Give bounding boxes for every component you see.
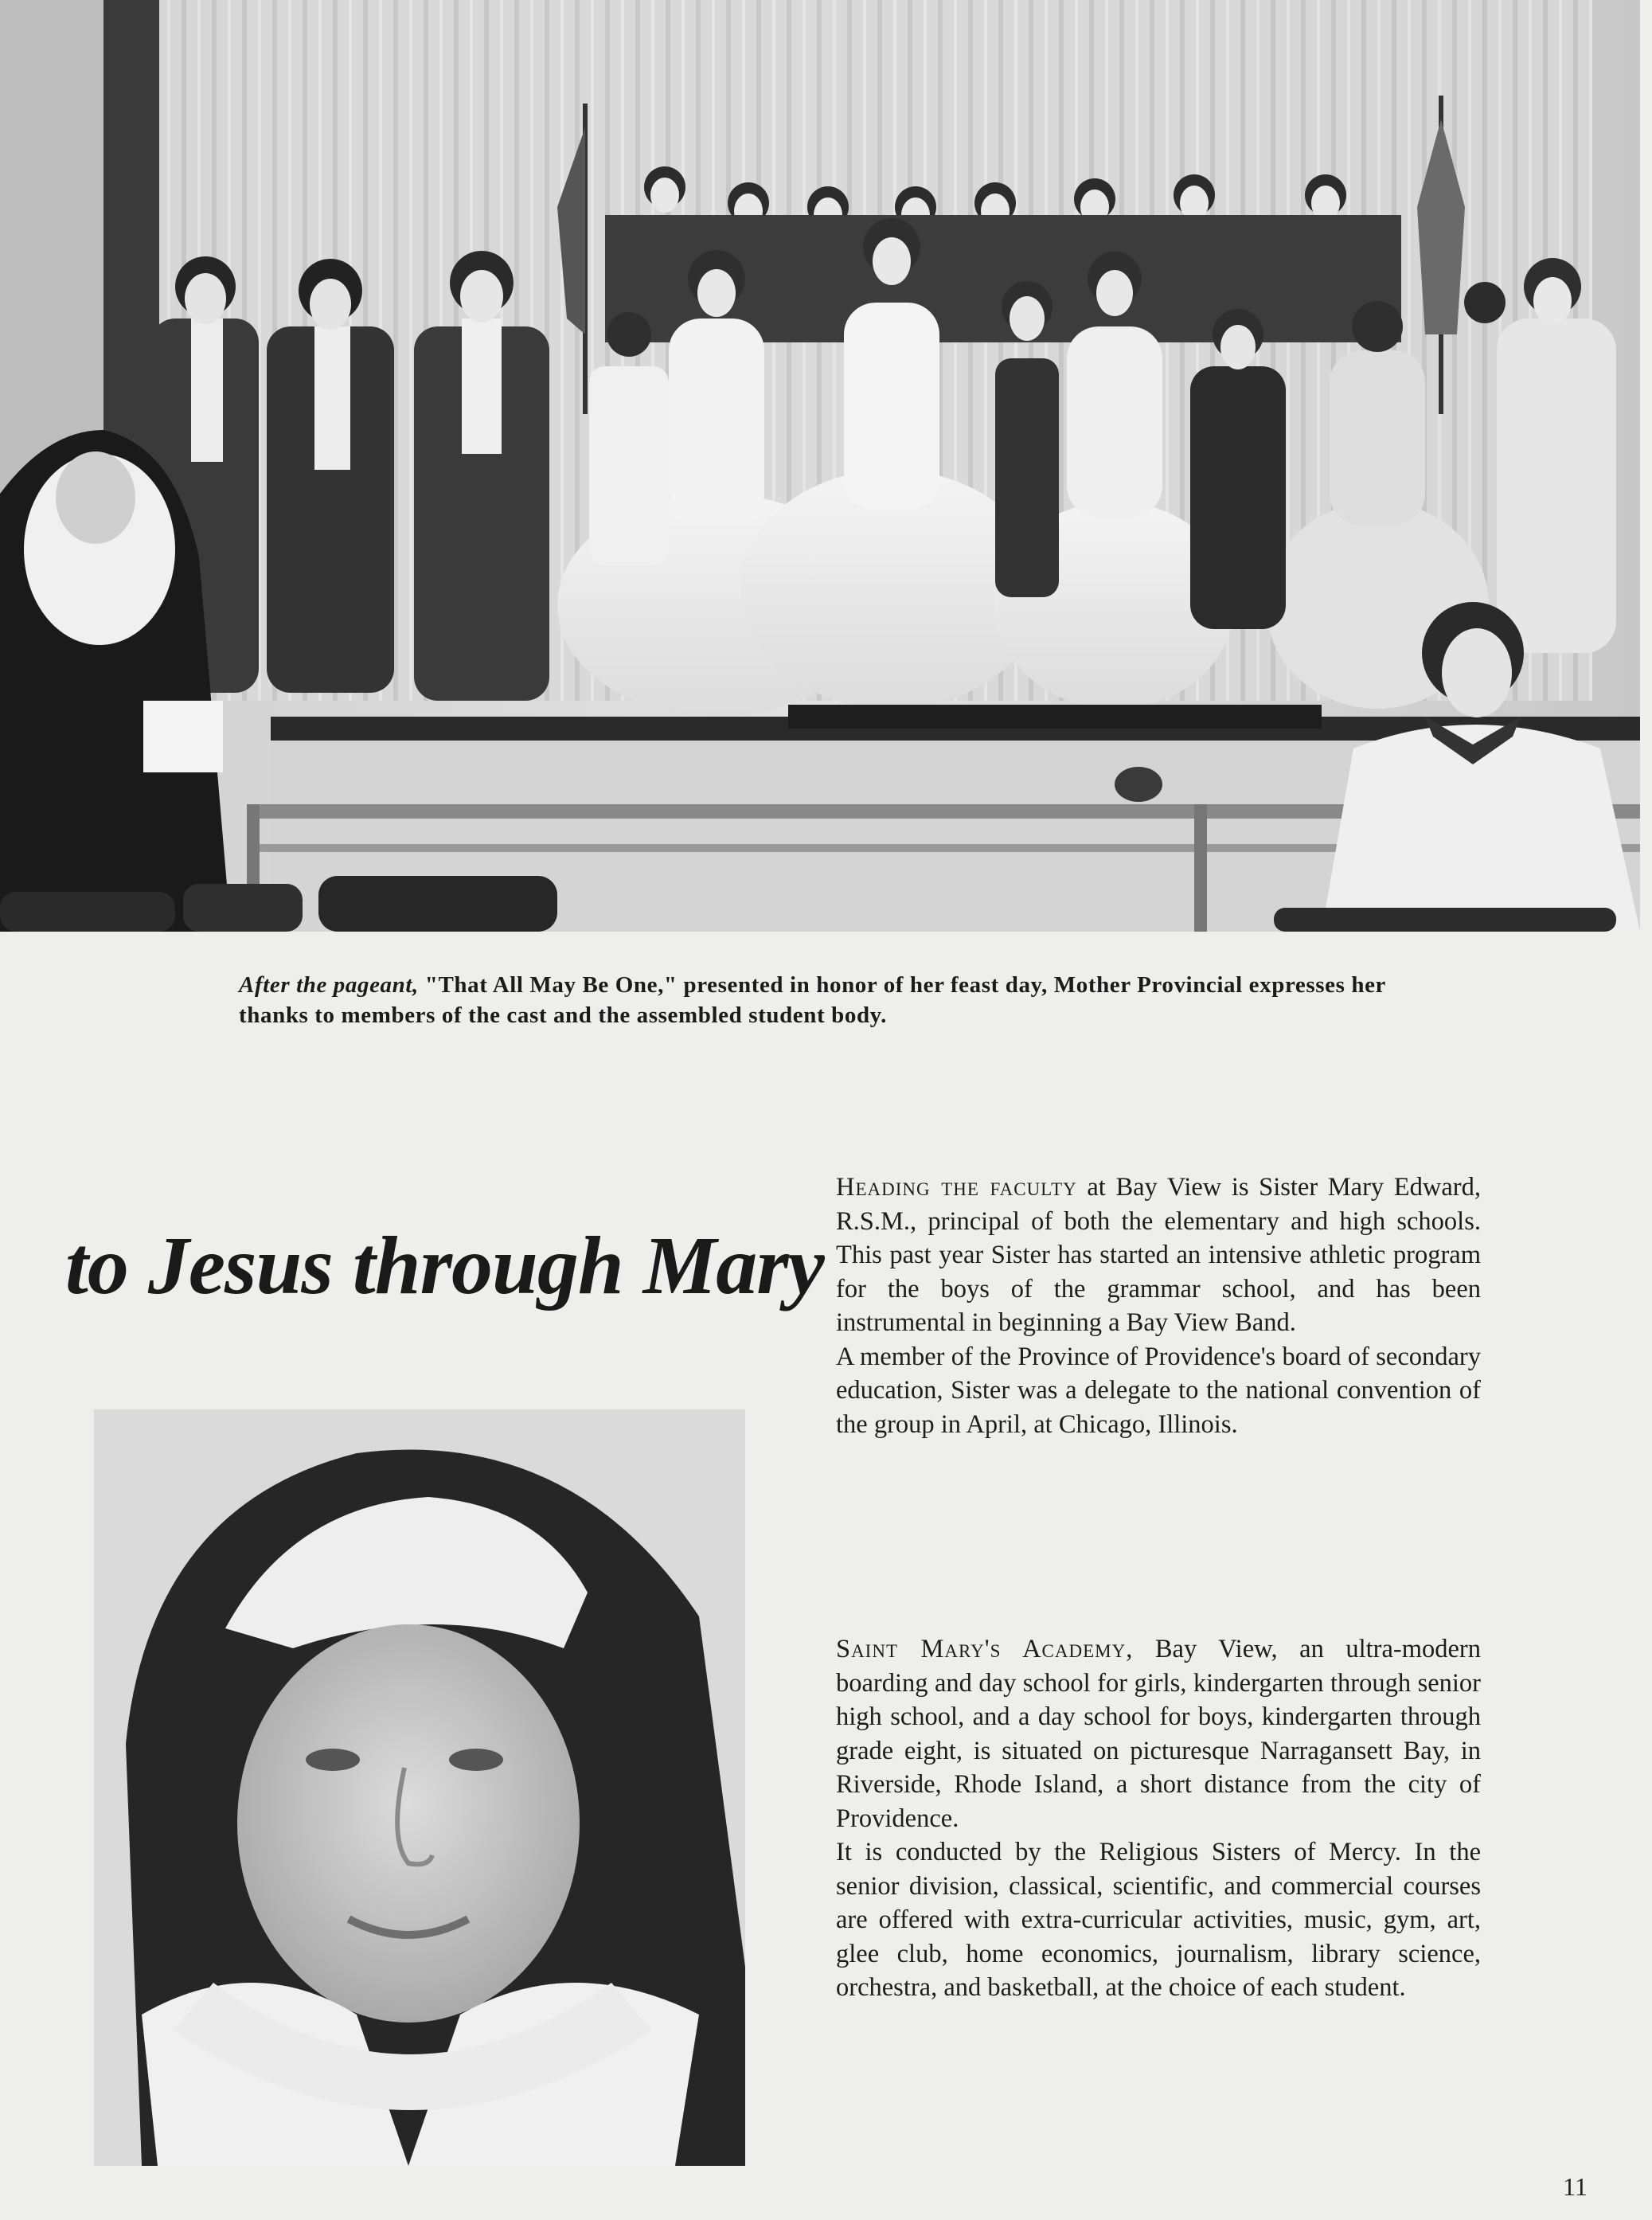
academy-article xyxy=(836,1632,1481,2005)
principal-portrait-photo xyxy=(94,1409,745,2166)
faculty-text-1: at Bay View is Sister Mary Edward, R.S.M., principal of both the elementary and high schools. This past year Sister has started an intensive athletic program for the boys of the grammar school, and has been instrumental in beginning a Bay View Band. xyxy=(836,1173,1481,1337)
faculty-article xyxy=(836,1171,1481,1441)
caption-text: "That All May Be One," presented in honor of her feast day, Mother Provincial expresses her thanks to members of the cast and the assembled student body. xyxy=(239,972,1386,1028)
faculty-lead: Heading the faculty xyxy=(836,1173,1077,1202)
faculty-paragraph-2: A member of the Province of Providence's board of secondary education, Sister was a delegate to the national convention of the group in April, at Chicago, Illinois. xyxy=(836,1342,1481,1439)
page-number: 11 xyxy=(1563,2172,1588,2201)
caption-lead: After the pageant, xyxy=(239,972,419,998)
academy-lead: Saint Mary's Academy, xyxy=(836,1635,1134,1663)
academy-text-1: Bay View, an ultra-modern boarding and day school for girls, kindergarten through senior high school, and a day school for boys, kindergarten through grade eight, is situated on picturesque Narragansett Bay, in Riverside, Rhode Island, a short distance from the city of Providence. xyxy=(836,1635,1481,1833)
photo-caption xyxy=(239,970,1401,1030)
academy-paragraph-1 xyxy=(836,1632,1481,1835)
academy-paragraph-2: It is conducted by the Religious Sisters of Mercy. In the senior division, classical, scientific, and commercial courses are offered with extra-curricular activities, music, gym, art, glee club, home economics, journalism, library science, orchestra, and basketball, at the choice of each student. xyxy=(836,1838,1481,2002)
section-title: to Jesus through Mary xyxy=(65,1220,824,1311)
faculty-paragraph-1 xyxy=(836,1171,1481,1340)
pageant-stage-photo xyxy=(0,0,1640,932)
